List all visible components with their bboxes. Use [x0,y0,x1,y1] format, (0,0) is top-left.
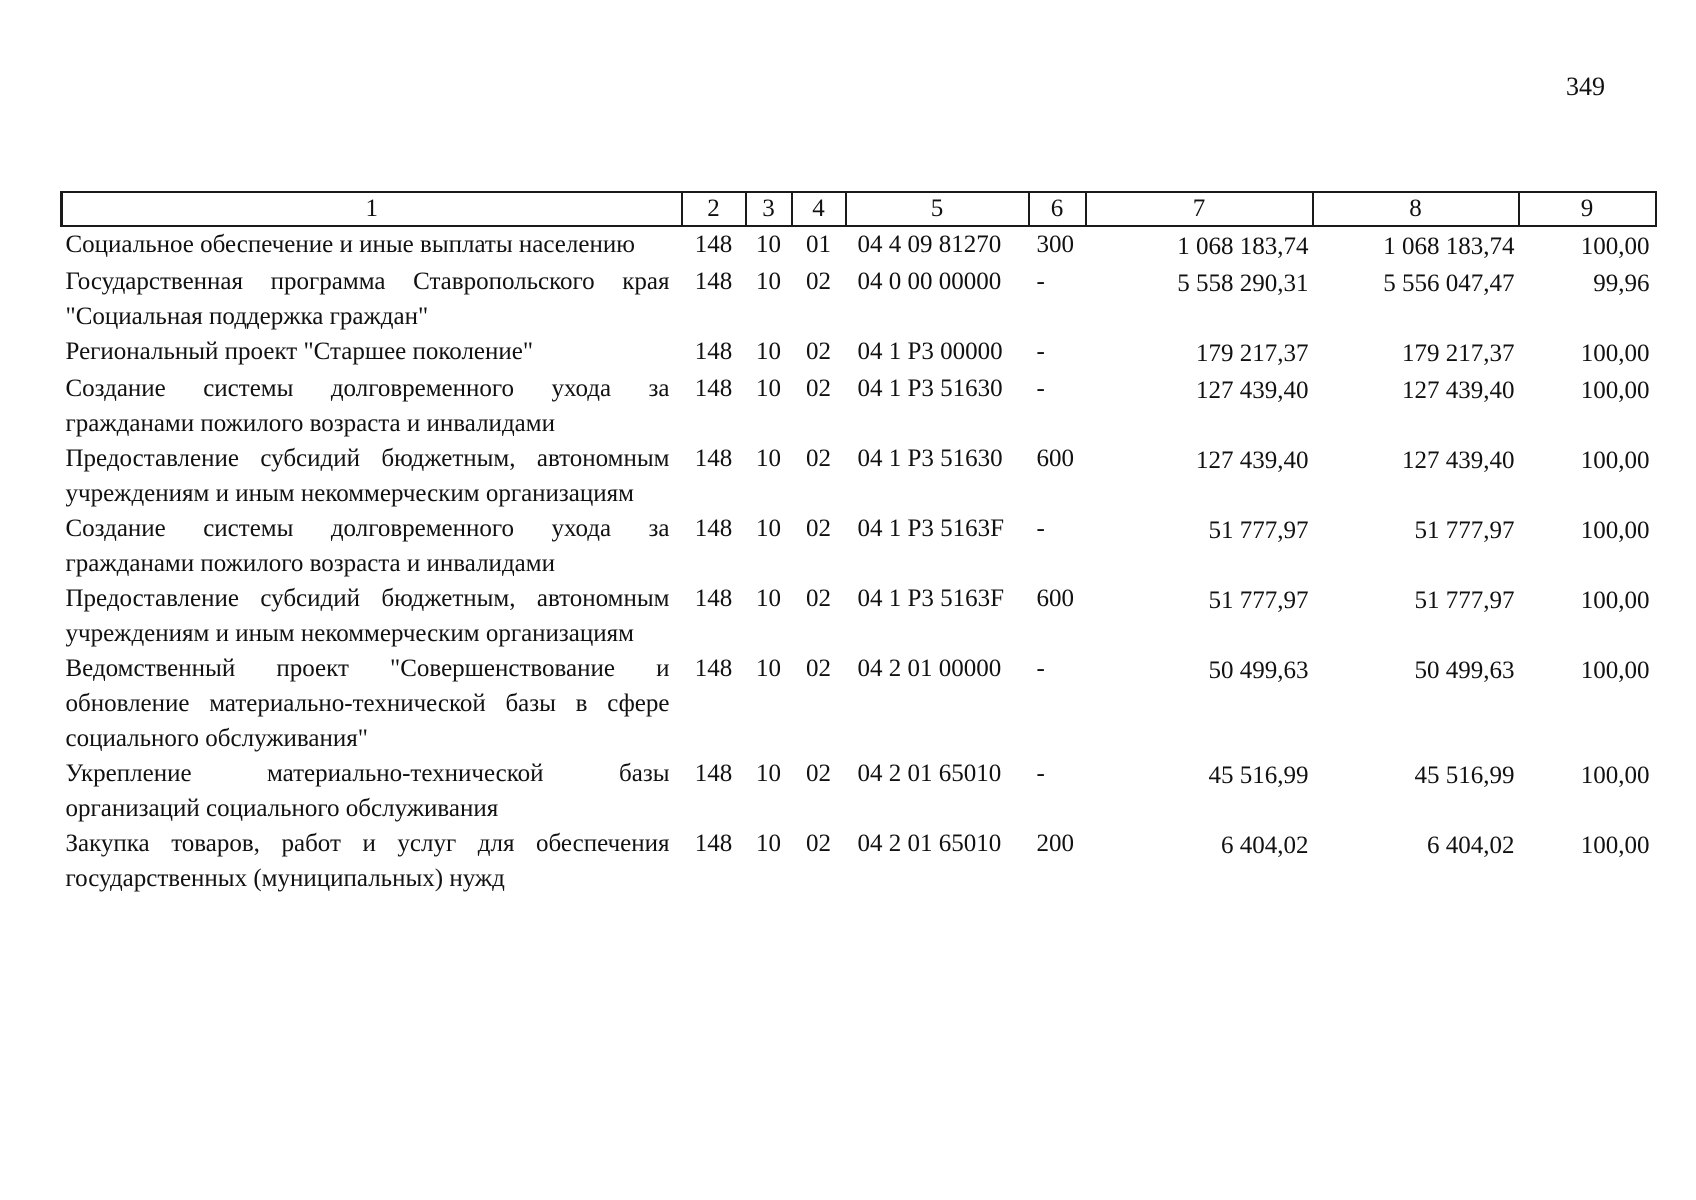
row-pr: 01 [806,231,831,258]
column-header-vr: 6 [1029,192,1086,226]
row-csr: 04 1 Р3 00000 [857,338,1003,365]
header-row [62,192,1656,226]
row-percent: 100,00 [1580,657,1650,684]
row-name: Укрепление материально-технической базы организаций социального обслуживания [65,760,670,822]
table-row [62,226,1656,264]
row-fact-amount: 50 499,63 [1414,657,1515,684]
row-vr: 600 [1036,445,1074,472]
row-plan-amount: 5 558 290,31 [1177,270,1309,297]
row-plan-amount: 127 439,40 [1196,447,1309,474]
row-percent: 100,00 [1580,377,1650,404]
row-percent: 99,96 [1593,270,1650,297]
row-plan-amount: 51 777,97 [1208,587,1309,614]
row-pr: 02 [806,375,831,402]
table-row [62,371,1656,441]
table-row [62,581,1656,651]
row-csr: 04 0 00 00000 [857,268,1002,295]
row-pr: 02 [806,760,831,787]
table-row [62,334,1656,371]
row-pr: 02 [806,338,831,365]
column-header-csr: 5 [846,192,1029,226]
row-rz: 10 [756,375,781,402]
row-fact-amount: 127 439,40 [1402,447,1515,474]
row-percent: 100,00 [1580,762,1650,789]
row-csr: 04 1 Р3 5163F [857,515,1005,542]
row-rz: 10 [756,445,781,472]
row-csr: 04 2 01 65010 [857,830,1002,857]
row-rz: 10 [756,515,781,542]
row-plan-amount: 45 516,99 [1208,762,1309,789]
row-vr: - [1036,375,1045,402]
row-pr: 02 [806,830,831,857]
row-csr: 04 2 01 00000 [857,655,1002,682]
row-gr: 148 [694,445,733,472]
table-row [62,441,1656,511]
row-plan-amount: 6 404,02 [1221,832,1309,859]
row-vr: - [1036,268,1045,295]
row-vr: - [1036,655,1045,682]
column-header-name: 1 [62,192,682,226]
row-rz: 10 [756,338,781,365]
row-vr: 600 [1036,585,1074,612]
column-header-plan: 7 [1086,192,1313,226]
row-vr: - [1036,338,1045,365]
row-vr: 300 [1036,231,1074,258]
row-plan-amount: 51 777,97 [1208,517,1309,544]
row-name: Предоставление субсидий бюджетным, автономным учреждениям и иным некоммерческим организациям [65,445,670,507]
row-percent: 100,00 [1580,447,1650,474]
row-rz: 10 [756,760,781,787]
row-rz: 10 [756,268,781,295]
row-name: Государственная программа Ставропольского края "Социальная поддержка граждан" [65,268,670,330]
row-rz: 10 [756,830,781,857]
row-pr: 02 [806,268,831,295]
table-header [62,192,1656,226]
row-name: Создание системы долговременного ухода за гражданами пожилого возраста и инвалидами [65,515,670,577]
row-pr: 02 [806,515,831,542]
row-gr: 148 [694,375,733,402]
row-pr: 02 [806,655,831,682]
row-rz: 10 [756,585,781,612]
row-csr: 04 1 Р3 5163F [857,585,1005,612]
budget-table [60,191,1657,896]
row-fact-amount: 6 404,02 [1427,832,1515,859]
row-csr: 04 1 Р3 51630 [857,375,1003,402]
row-gr: 148 [694,585,733,612]
table-row [62,826,1656,896]
row-percent: 100,00 [1580,517,1650,544]
row-gr: 148 [694,268,733,295]
row-name: Социальное обеспечение и иные выплаты населению [65,231,635,258]
row-name: Региональный проект "Старшее поколение" [65,338,534,365]
row-vr: 200 [1036,830,1074,857]
table-row [62,511,1656,581]
row-gr: 148 [694,338,733,365]
row-vr: - [1036,760,1045,787]
column-header-rz: 3 [746,192,792,226]
row-fact-amount: 5 556 047,47 [1383,270,1515,297]
row-gr: 148 [694,830,733,857]
row-fact-amount: 45 516,99 [1414,762,1515,789]
row-rz: 10 [756,655,781,682]
row-fact-amount: 1 068 183,74 [1383,233,1515,260]
row-pr: 02 [806,585,831,612]
row-csr: 04 1 Р3 51630 [857,445,1003,472]
table-row [62,756,1656,826]
row-fact-amount: 51 777,97 [1414,517,1515,544]
row-gr: 148 [694,655,733,682]
row-fact-amount: 179 217,37 [1402,340,1515,367]
column-header-gr: 2 [682,192,746,226]
row-percent: 100,00 [1580,832,1650,859]
row-plan-amount: 1 068 183,74 [1177,233,1309,260]
row-csr: 04 2 01 65010 [857,760,1002,787]
row-plan-amount: 179 217,37 [1196,340,1309,367]
row-percent: 100,00 [1580,233,1650,260]
table-row [62,651,1656,756]
row-pr: 02 [806,445,831,472]
row-name: Создание системы долговременного ухода за гражданами пожилого возраста и инвалидами [65,375,670,437]
row-gr: 148 [694,515,733,542]
row-percent: 100,00 [1580,587,1650,614]
row-percent: 100,00 [1580,340,1650,367]
row-name: Предоставление субсидий бюджетным, автономным учреждениям и иным некоммерческим организациям [65,585,670,647]
column-header-pr: 4 [792,192,846,226]
table-row [62,264,1656,334]
row-fact-amount: 51 777,97 [1414,587,1515,614]
row-fact-amount: 127 439,40 [1402,377,1515,404]
budget-table-container [60,191,1654,896]
row-plan-amount: 50 499,63 [1208,657,1309,684]
column-header-fact: 8 [1313,192,1519,226]
row-gr: 148 [694,231,733,258]
row-name: Ведомственный проект "Совершенствование и обновление материально-технической базы в сфере социального обслуживания" [65,655,670,752]
page-number: 349 [1566,72,1605,101]
row-rz: 10 [756,231,781,258]
row-plan-amount: 127 439,40 [1196,377,1309,404]
table-body [62,226,1656,896]
row-vr: - [1036,515,1045,542]
row-csr: 04 4 09 81270 [857,231,1002,258]
row-name: Закупка товаров, работ и услуг для обеспечения государственных (муниципальных) нужд [65,830,670,892]
column-header-percent: 9 [1519,192,1656,226]
row-gr: 148 [694,760,733,787]
